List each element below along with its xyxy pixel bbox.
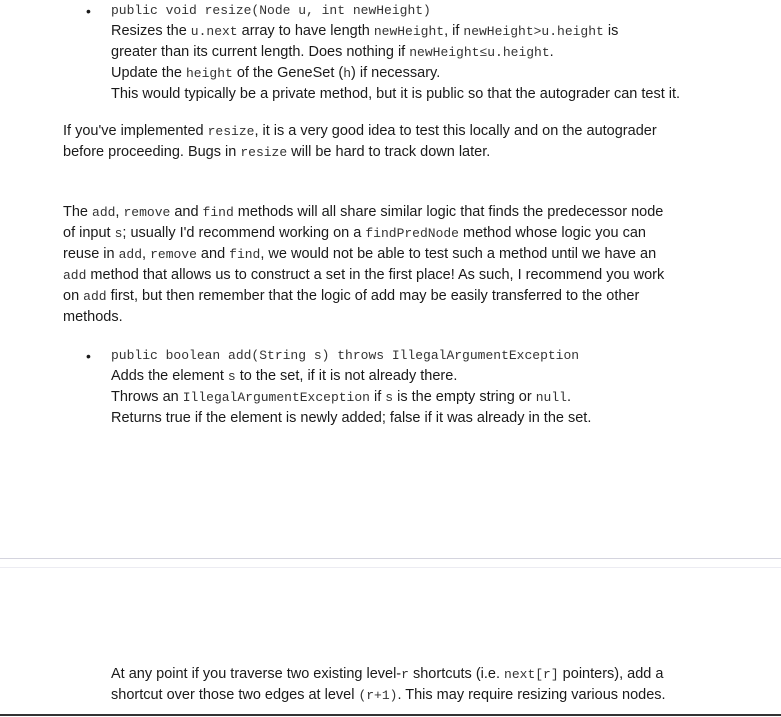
add-desc-line-2: Throws an IllegalArgumentException if s is the empty string or null. <box>111 389 571 405</box>
methods-paragraph <box>63 202 703 328</box>
resize-desc-line-4: This would typically be a private method, but it is public so that the autograder can test it. <box>111 86 681 102</box>
bottom-rule <box>0 714 781 716</box>
resize-test-paragraph <box>63 121 703 163</box>
resize-desc-line-3: Update the height of the GeneSet (h) if necessary. <box>111 65 441 81</box>
resize-signature: public void resize(Node u, int newHeight) <box>111 3 431 18</box>
paragraph-line: on add first, but then remember that the logic of add may be easily transferred to the other <box>63 288 640 304</box>
paragraph-line: The add, remove and find methods will all share similar logic that finds the predecessor node <box>63 204 664 220</box>
resize-method-item <box>86 1 776 105</box>
resize-desc-line-2: greater than its current length. Does nothing if newHeight≤u.height. <box>111 44 554 60</box>
add-desc-line-1: Adds the element s to the set, if it is not already there. <box>111 368 458 384</box>
paragraph-line: add method that allows us to construct a set in the first place! As such, I recommend you work <box>63 267 665 283</box>
paragraph-line: shortcut over those two edges at level (r+1). This may require resizing various nodes. <box>111 687 666 703</box>
add-desc-line-3: Returns true if the element is newly added; false if it was already in the set. <box>111 410 592 426</box>
paragraph-line: before proceeding. Bugs in resize will be hard to track down later. <box>63 144 491 160</box>
add-method-item <box>86 346 776 429</box>
bullet-icon: • <box>86 348 91 364</box>
paragraph-line: If you've implemented resize, it is a very good idea to test this locally and on the autograder <box>63 123 657 139</box>
add-signature: public boolean add(String s) throws IllegalArgumentException <box>111 348 580 363</box>
paragraph-line: of input s; usually I'd recommend working on a findPredNode method whose logic you can <box>63 225 646 241</box>
paragraph-line: reuse in add, remove and find, we would not be able to test such a method until we have an <box>63 246 657 262</box>
bullet-icon: • <box>86 3 91 19</box>
page-divider-shadow <box>0 567 781 568</box>
paragraph-line: At any point if you traverse two existing level-r shortcuts (i.e. next[r] pointers), add a <box>111 666 664 682</box>
paragraph-line: methods. <box>63 309 123 325</box>
resize-desc-line-1: Resizes the u.next array to have length newHeight, if newHeight>u.height is <box>111 23 619 39</box>
page-divider <box>0 558 781 559</box>
shortcut-paragraph <box>111 664 751 706</box>
